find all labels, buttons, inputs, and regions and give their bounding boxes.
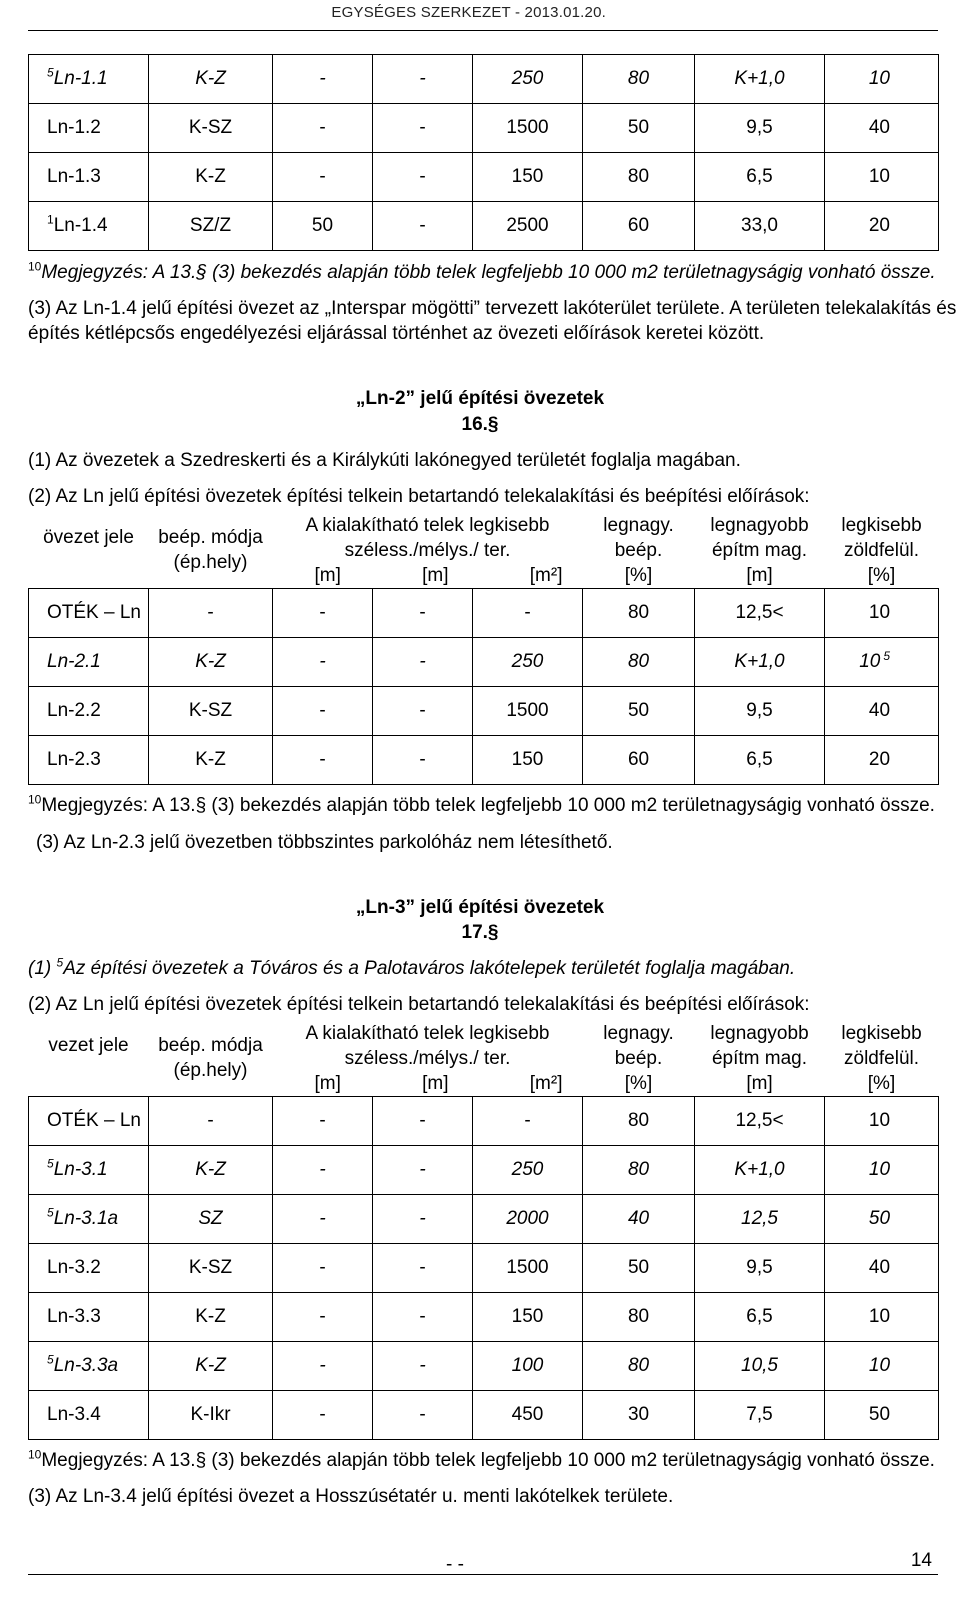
table-cell: 10	[825, 589, 939, 638]
table-cell: Ln-2.1	[29, 638, 149, 687]
table-cell: -	[373, 589, 473, 638]
section-16-title: „Ln-2” jelű építési övezetek	[355, 388, 605, 409]
table-cell: K-Z	[149, 638, 273, 687]
section-17-number: 17.§	[461, 922, 499, 943]
table-cell: -	[373, 1195, 473, 1244]
table-cell: $^5$Ln-3.1	[29, 1146, 149, 1195]
table-cell: K+1,0	[695, 638, 825, 687]
table-cell: K+1,0	[695, 55, 825, 104]
table-ln3-header	[29, 1019, 939, 1097]
header-rule	[28, 30, 938, 31]
table-row	[29, 1342, 939, 1391]
table-cell: -	[373, 153, 473, 202]
table-cell: OTÉK – Ln	[29, 1097, 149, 1146]
table-cell: 12,5	[695, 1195, 825, 1244]
table-cell: 10	[825, 55, 939, 104]
table-cell: 12,5<	[695, 589, 825, 638]
table-cell: 80	[583, 589, 695, 638]
table-row	[29, 687, 939, 736]
table-cell: -	[149, 589, 273, 638]
table-cell: 10	[825, 153, 939, 202]
table-cell: -	[273, 1293, 373, 1342]
note-2: $^{10}$Megjegyzés: A 13.§ (3) bekezdés alapján több telek legfeljebb 10 000 m2 területnagyságig vonható össze.	[28, 792, 935, 816]
table-cell: 10,5	[695, 1342, 825, 1391]
table-cell: 10	[825, 1342, 939, 1391]
table-cell: 1500	[473, 104, 583, 153]
table-cell: -	[473, 1097, 583, 1146]
table-cell: K-SZ	[149, 104, 273, 153]
table-cell: K-Z	[149, 153, 273, 202]
table-cell: 50	[583, 1244, 695, 1293]
table-cell: SZ/Z	[149, 202, 273, 251]
table-cell: K+1,0	[695, 1146, 825, 1195]
section-17-title: „Ln-3” jelű építési övezetek	[355, 897, 605, 918]
table-cell: 80	[583, 638, 695, 687]
table-cell: -	[373, 638, 473, 687]
table-cell: 1500	[473, 1244, 583, 1293]
table-cell: 150	[473, 736, 583, 785]
table-row	[29, 1097, 939, 1146]
paragraph-1-3-line1: (3) Az Ln-1.4 jelű építési övezet az „Interspar mögötti” tervezett lakóterület területe. A területen telekalakítás és	[28, 298, 957, 319]
section-17-p1: (1) $^5$Az építési övezetek a Tóváros és a Palotaváros lakótelepek területét foglalja magában.	[28, 955, 796, 979]
table-cell: -	[273, 1391, 373, 1440]
table-cell: 100	[473, 1342, 583, 1391]
table-cell: 50	[273, 202, 373, 251]
table-cell: -	[273, 687, 373, 736]
table-ln3	[28, 1019, 939, 1440]
table-cell: 2000	[473, 1195, 583, 1244]
table-row	[29, 638, 939, 687]
table-row	[29, 55, 939, 104]
section-16-p2: (2) Az Ln jelű építési övezetek építési telkein betartandó telekalakítási és beépítési előírások:	[28, 486, 810, 507]
table-cell: SZ	[149, 1195, 273, 1244]
table-cell: 50	[825, 1391, 939, 1440]
table-cell: Ln-2.2	[29, 687, 149, 736]
table-cell: -	[273, 104, 373, 153]
table-cell: 7,5	[695, 1391, 825, 1440]
table-cell: Ln-1.3	[29, 153, 149, 202]
table-cell: 450	[473, 1391, 583, 1440]
table-cell: 80	[583, 1293, 695, 1342]
table-cell: -	[273, 55, 373, 104]
header-build-mode: beép. módja (ép.hely)	[158, 527, 263, 573]
table-cell: 80	[583, 1097, 695, 1146]
table-cell: -	[273, 589, 373, 638]
table-cell: 10 $^5$	[825, 638, 939, 687]
table-cell: OTÉK – Ln	[29, 589, 149, 638]
table-cell: K-Z	[149, 1146, 273, 1195]
table-ln1	[28, 54, 939, 251]
table-cell: Ln-3.4	[29, 1391, 149, 1440]
table-cell: -	[373, 1244, 473, 1293]
table-cell: K-Z	[149, 1342, 273, 1391]
table-cell: K-Z	[149, 736, 273, 785]
table-cell: 150	[473, 1293, 583, 1342]
table-row	[29, 153, 939, 202]
table-cell: $^5$Ln-1.1	[29, 55, 149, 104]
table-cell: 250	[473, 55, 583, 104]
table-cell: 2500	[473, 202, 583, 251]
table-cell: -	[273, 736, 373, 785]
table-cell: -	[273, 153, 373, 202]
table-cell: -	[373, 736, 473, 785]
table-cell: Ln-3.3	[29, 1293, 149, 1342]
header-max-coverage: legnagy. beép. [%]	[603, 1023, 674, 1094]
table-cell: -	[273, 1195, 373, 1244]
table-ln2	[28, 511, 939, 785]
section-17-p2: (2) Az Ln jelű építési övezetek építési telkein betartandó telekalakítási és beépítési előírások:	[28, 994, 810, 1015]
table-cell: -	[373, 104, 473, 153]
header-min-green: legkisebb zöldfelül. [%]	[841, 1023, 922, 1094]
table-cell: Ln-2.3	[29, 736, 149, 785]
table-cell: 50	[583, 687, 695, 736]
table-cell: 33,0	[695, 202, 825, 251]
table-cell: -	[273, 1146, 373, 1195]
table-cell: Ln-1.2	[29, 104, 149, 153]
table-cell: 40	[825, 687, 939, 736]
table-cell: 50	[583, 104, 695, 153]
table-ln2-header	[29, 511, 939, 589]
table-cell: 150	[473, 153, 583, 202]
table-cell: 9,5	[695, 1244, 825, 1293]
table-cell: -	[373, 1293, 473, 1342]
table-row	[29, 1244, 939, 1293]
section-16-p1: (1) Az övezetek a Szedreskerti és a Királykúti lakónegyed területét foglalja magában.	[28, 450, 741, 471]
table-cell: 80	[583, 153, 695, 202]
table-cell: -	[373, 55, 473, 104]
header-zone: vezet jele	[48, 1035, 129, 1056]
section-16-number: 16.§	[461, 414, 499, 435]
table-cell: 10	[825, 1146, 939, 1195]
table-cell: 20	[825, 202, 939, 251]
table-cell: -	[373, 1097, 473, 1146]
header-min-green: legkisebb zöldfelül. [%]	[841, 515, 922, 586]
note-3: $^{10}$Megjegyzés: A 13.§ (3) bekezdés alapján több telek legfeljebb 10 000 m2 területnagyságig vonható össze.	[28, 1447, 935, 1471]
table-cell: 1500	[473, 687, 583, 736]
table-cell: K-Ikr	[149, 1391, 273, 1440]
table-cell: 40	[825, 104, 939, 153]
header-plot-size: A kialakítható telek legkisebb széless./mélys./ ter. [m] [m] [m²]	[305, 1023, 563, 1094]
table-cell: $^5$Ln-3.1a	[29, 1195, 149, 1244]
table-cell: 6,5	[695, 153, 825, 202]
table-row	[29, 104, 939, 153]
table-cell: 80	[583, 1146, 695, 1195]
footer-rule	[28, 1574, 938, 1575]
table-cell: 250	[473, 1146, 583, 1195]
table-cell: 50	[825, 1195, 939, 1244]
footer-dashes: - -	[446, 1554, 464, 1575]
table-cell: K-Z	[149, 1293, 273, 1342]
page-number: 14	[910, 1550, 932, 1571]
table-cell: -	[373, 1342, 473, 1391]
table-cell: 40	[583, 1195, 695, 1244]
table-cell: -	[273, 638, 373, 687]
table-cell: K-SZ	[149, 1244, 273, 1293]
table-cell: -	[373, 202, 473, 251]
table-row	[29, 1195, 939, 1244]
note-1: $^{10}$Megjegyzés: A 13.§ (3) bekezdés alapján több telek legfeljebb 10 000 m2 területnagyságig vonható össze.	[28, 259, 936, 283]
table-cell: 30	[583, 1391, 695, 1440]
table-cell: -	[473, 589, 583, 638]
header-max-height: legnagyobb építm mag. [m]	[710, 515, 809, 586]
header-max-coverage: legnagy. beép. [%]	[603, 515, 674, 586]
table-cell: 40	[825, 1244, 939, 1293]
table-row	[29, 202, 939, 251]
table-cell: 10	[825, 1097, 939, 1146]
table-cell: 60	[583, 202, 695, 251]
table-cell: 20	[825, 736, 939, 785]
table-row	[29, 736, 939, 785]
table-cell: Ln-3.2	[29, 1244, 149, 1293]
table-cell: -	[373, 1146, 473, 1195]
table-row	[29, 589, 939, 638]
table-cell: 6,5	[695, 736, 825, 785]
table-cell: 6,5	[695, 1293, 825, 1342]
table-cell: 9,5	[695, 104, 825, 153]
table-cell: $^1$Ln-1.4	[29, 202, 149, 251]
header-build-mode: beép. módja (ép.hely)	[158, 1035, 263, 1081]
table-cell: K-SZ	[149, 687, 273, 736]
table-cell: 60	[583, 736, 695, 785]
table-cell: -	[373, 687, 473, 736]
table-cell: 250	[473, 638, 583, 687]
paragraph-3-3: (3) Az Ln-3.4 jelű építési övezet a Hosszúsétatér u. menti lakótelkek területe.	[28, 1486, 674, 1507]
table-cell: -	[273, 1244, 373, 1293]
paragraph-1-3-line2: építés kétlépcsős engedélyezési eljárással történhet az övezeti előírások keretei között.	[28, 323, 765, 344]
table-cell: 12,5<	[695, 1097, 825, 1146]
header-plot-size: A kialakítható telek legkisebb széless./mélys./ ter. [m] [m] [m²]	[305, 515, 563, 586]
table-cell: $^5$Ln-3.3a	[29, 1342, 149, 1391]
table-cell: K-Z	[149, 55, 273, 104]
table-cell: 9,5	[695, 687, 825, 736]
table-row	[29, 1293, 939, 1342]
header-zone: övezet jele	[43, 527, 134, 548]
table-cell: 10	[825, 1293, 939, 1342]
table-cell: -	[273, 1097, 373, 1146]
header-max-height: legnagyobb építm mag. [m]	[710, 1023, 809, 1094]
table-cell: -	[273, 1342, 373, 1391]
table-row	[29, 1146, 939, 1195]
table-row	[29, 1391, 939, 1440]
table-cell: 80	[583, 55, 695, 104]
table-cell: -	[373, 1391, 473, 1440]
running-header: EGYSÉGES SZERKEZET - 2013.01.20.	[331, 4, 606, 21]
table-cell: 80	[583, 1342, 695, 1391]
table-cell: -	[149, 1097, 273, 1146]
paragraph-2-3: (3) Az Ln-2.3 jelű övezetben többszintes parkolóház nem létesíthető.	[36, 832, 613, 853]
